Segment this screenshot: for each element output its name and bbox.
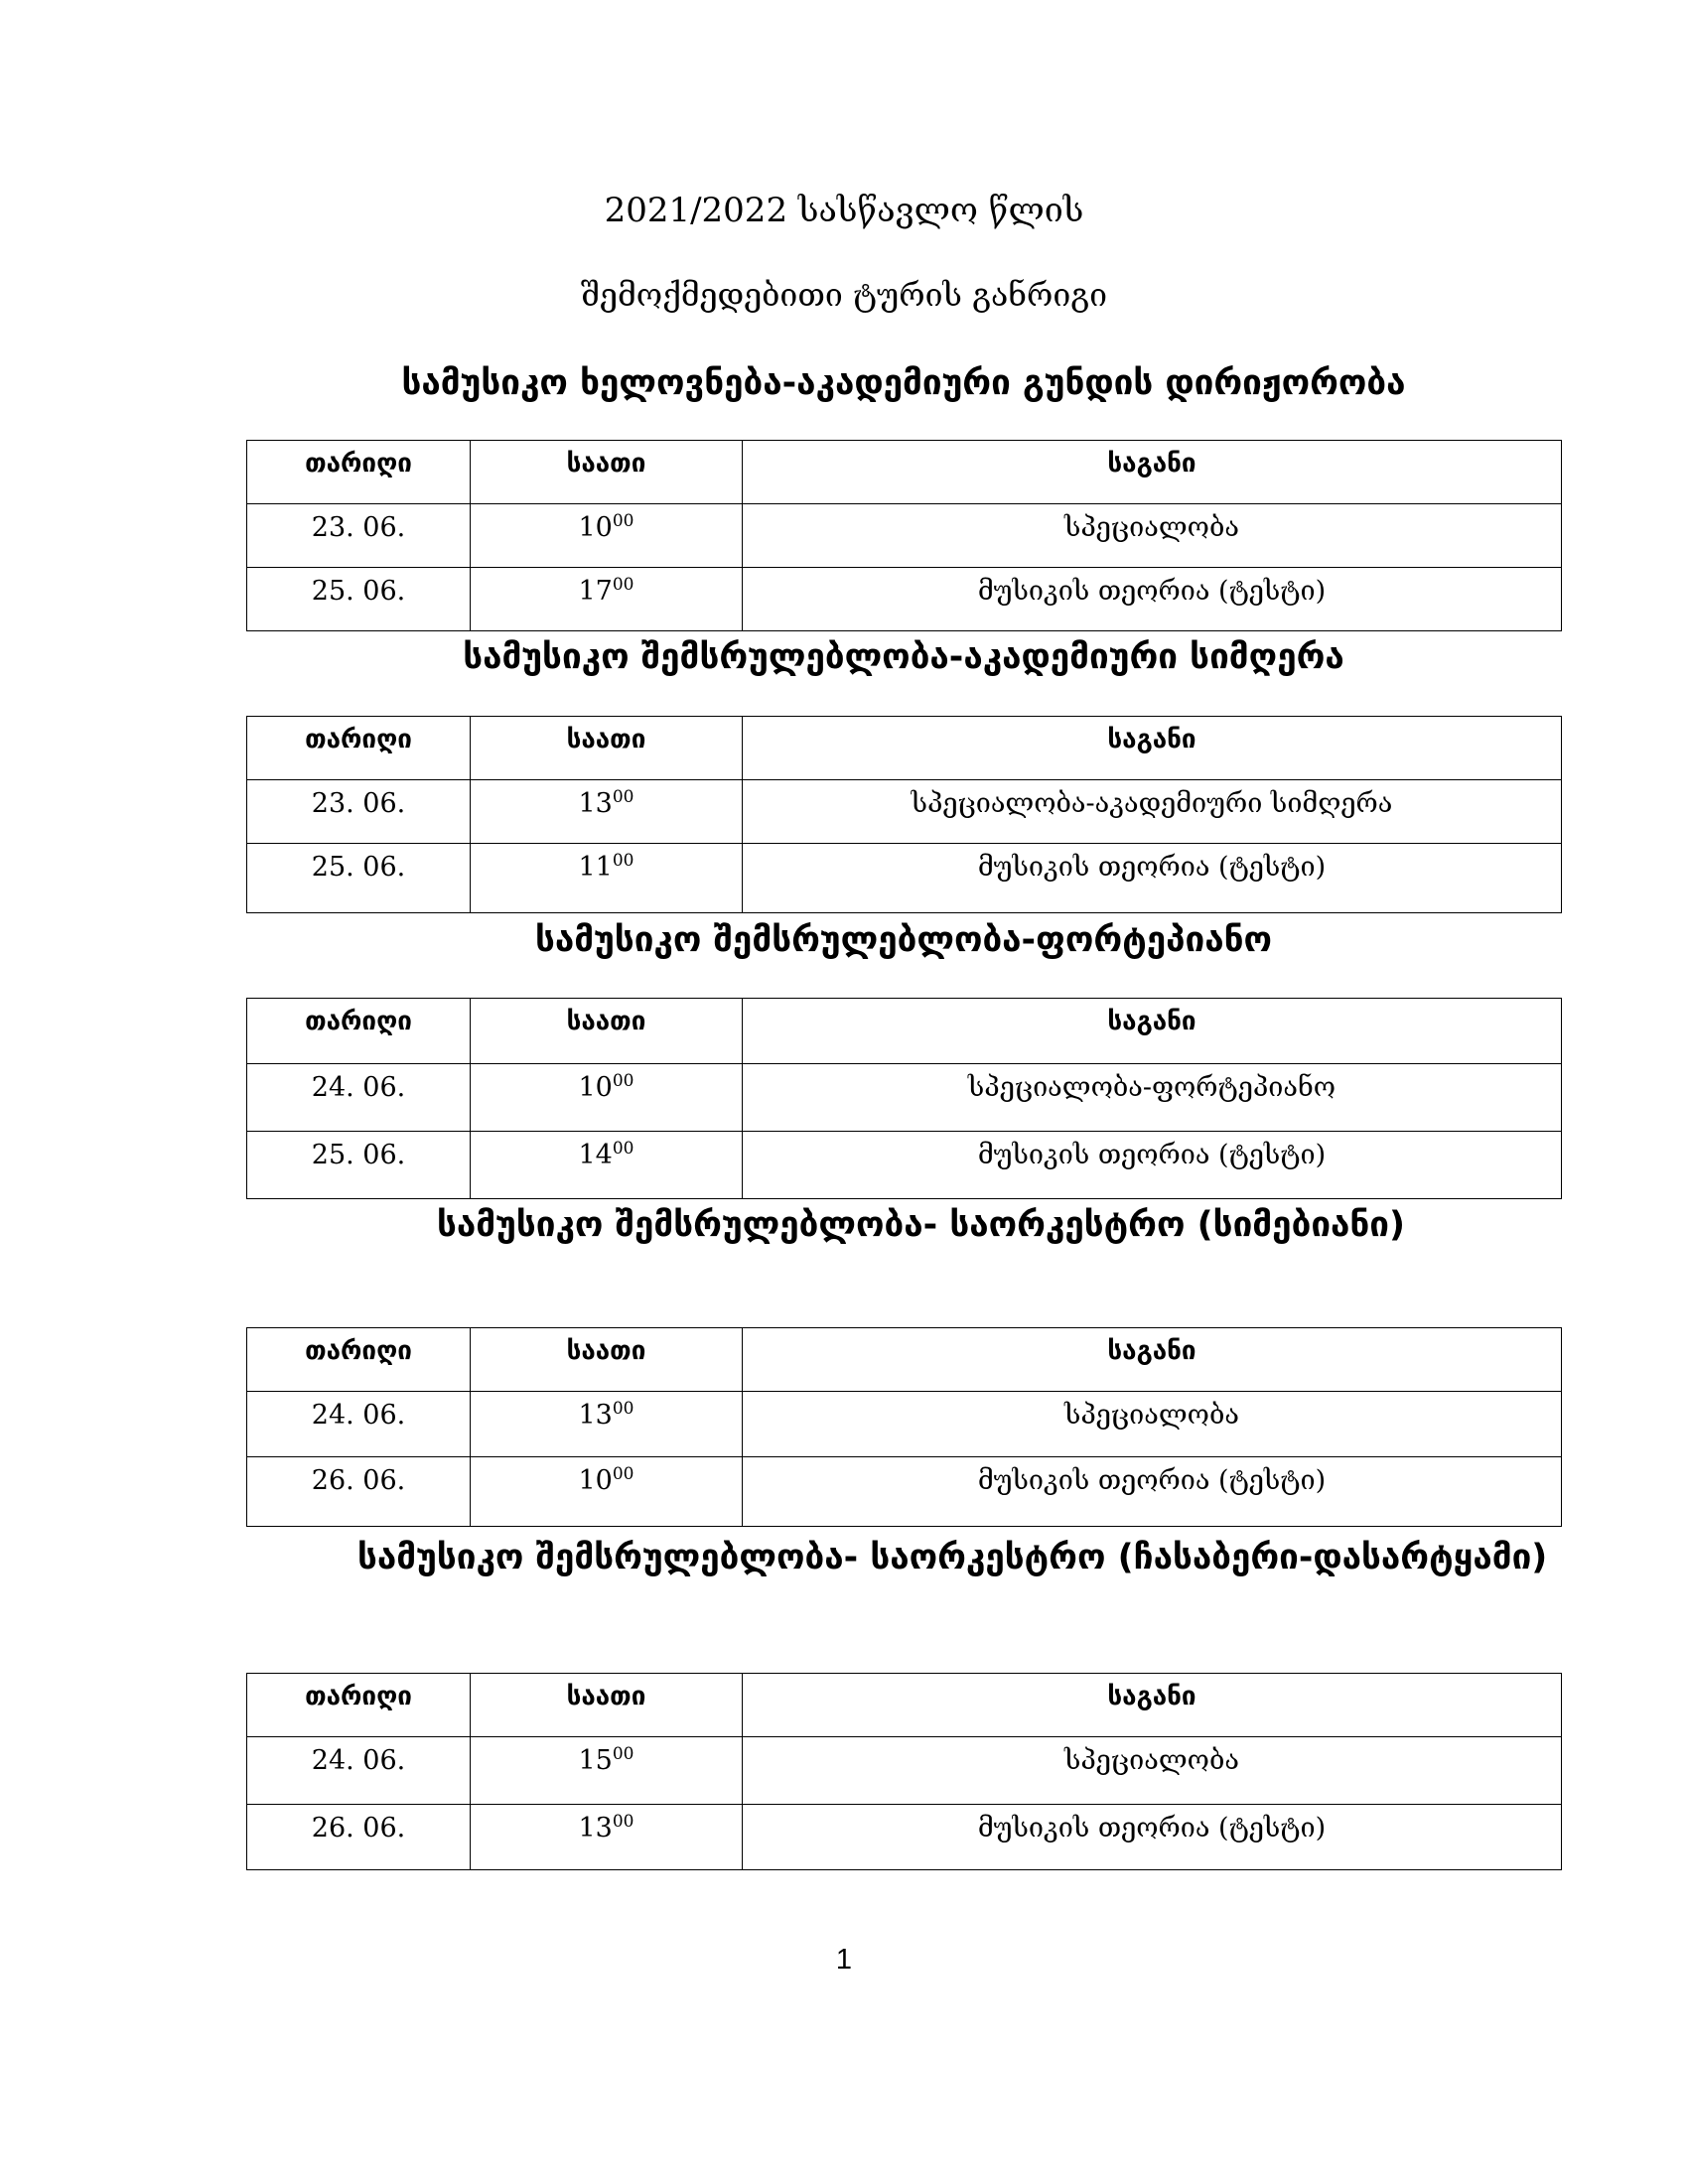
subject-cell: სპეციალობა-აკადემიური სიმღერა (743, 780, 1562, 844)
table-row (247, 1064, 1562, 1132)
column-header-subject: საგანი (743, 999, 1562, 1064)
subject-cell: მუსიკის თეორია (ტესტი) (743, 1805, 1562, 1870)
section-heading-academic-singing: სამუსიკო შემსრულებლობა-აკადემიური სიმღერა (463, 637, 1344, 677)
schedule-table-academic-singing (246, 716, 1562, 913)
time-cell: $15^{00}$ (471, 1737, 743, 1805)
table-row (247, 504, 1562, 568)
subject-cell: სპეციალობა-ფორტეპიანო (743, 1064, 1562, 1132)
date-cell: 24. 06. (247, 1064, 471, 1132)
column-header-time: საათი (471, 999, 743, 1064)
time-cell: $10^{00}$ (471, 504, 743, 568)
table-header-row (247, 999, 1562, 1064)
table-row (247, 1392, 1562, 1457)
subject-cell: მუსიკის თეორია (ტესტი) (743, 1457, 1562, 1527)
time-cell: $13^{00}$ (471, 1805, 743, 1870)
table-row (247, 844, 1562, 913)
time-cell: $10^{00}$ (471, 1457, 743, 1527)
table-header-row (247, 1328, 1562, 1392)
table-row (247, 1805, 1562, 1870)
column-header-date: თარიღი (247, 1328, 471, 1392)
subject-cell: მუსიკის თეორია (ტესტი) (743, 844, 1562, 913)
document-title: 2021/2022 სასწავლო წლის (604, 191, 1084, 230)
schedule-table-winds-percussion (246, 1673, 1562, 1870)
subject-cell: სპეციალობა (743, 1737, 1562, 1805)
column-header-time: საათი (471, 441, 743, 504)
column-header-subject: საგანი (743, 1674, 1562, 1737)
time-cell: $14^{00}$ (471, 1132, 743, 1199)
column-header-date: თარიღი (247, 717, 471, 780)
table-row (247, 780, 1562, 844)
section-heading-winds-percussion: სამუსიკო შემსრულებლობა- საორკესტრო (ჩასაბერი-დასარტყამი) (357, 1538, 1548, 1577)
time-cell: $17^{00}$ (471, 568, 743, 631)
subject-cell: მუსიკის თეორია (ტესტი) (743, 568, 1562, 631)
column-header-subject: საგანი (743, 441, 1562, 504)
table-header-row (247, 1674, 1562, 1737)
subject-cell: მუსიკის თეორია (ტესტი) (743, 1132, 1562, 1199)
section-heading-piano: სამუსიკო შემსრულებლობა-ფორტეპიანო (534, 920, 1273, 960)
column-header-date: თარიღი (247, 1674, 471, 1737)
time-cell: $13^{00}$ (471, 780, 743, 844)
subject-cell: სპეციალობა (743, 504, 1562, 568)
schedule-table-strings (246, 1327, 1562, 1527)
schedule-table-piano (246, 998, 1562, 1199)
page-number: 1 (835, 1944, 853, 1976)
table-row (247, 568, 1562, 631)
subject-cell: სპეციალობა (743, 1392, 1562, 1457)
time-cell: $13^{00}$ (471, 1392, 743, 1457)
column-header-time: საათი (471, 717, 743, 780)
table-row (247, 1737, 1562, 1805)
column-header-subject: საგანი (743, 717, 1562, 780)
date-cell: 25. 06. (247, 568, 471, 631)
time-cell: $10^{00}$ (471, 1064, 743, 1132)
column-header-date: თარიღი (247, 441, 471, 504)
date-cell: 23. 06. (247, 504, 471, 568)
column-header-date: თარიღი (247, 999, 471, 1064)
document-subtitle: შემოქმედებითი ტურის განრიგი (580, 276, 1108, 314)
table-row (247, 1132, 1562, 1199)
date-cell: 25. 06. (247, 844, 471, 913)
column-header-time: საათი (471, 1674, 743, 1737)
date-cell: 25. 06. (247, 1132, 471, 1199)
section-heading-strings: სამუსიკო შემსრულებლობა- საორკესტრო (სიმებიანი) (437, 1205, 1406, 1245)
table-row (247, 1457, 1562, 1527)
column-header-time: საათი (471, 1328, 743, 1392)
table-header-row (247, 441, 1562, 504)
date-cell: 24. 06. (247, 1737, 471, 1805)
table-header-row (247, 717, 1562, 780)
column-header-subject: საგანი (743, 1328, 1562, 1392)
date-cell: 26. 06. (247, 1805, 471, 1870)
date-cell: 26. 06. (247, 1457, 471, 1527)
date-cell: 23. 06. (247, 780, 471, 844)
time-cell: $11^{00}$ (471, 844, 743, 913)
schedule-table-choir-conducting (246, 440, 1562, 631)
section-heading-choir-conducting: სამუსიკო ხელოვნება-აკადემიური გუნდის დირიჟორობა (401, 363, 1406, 403)
date-cell: 24. 06. (247, 1392, 471, 1457)
